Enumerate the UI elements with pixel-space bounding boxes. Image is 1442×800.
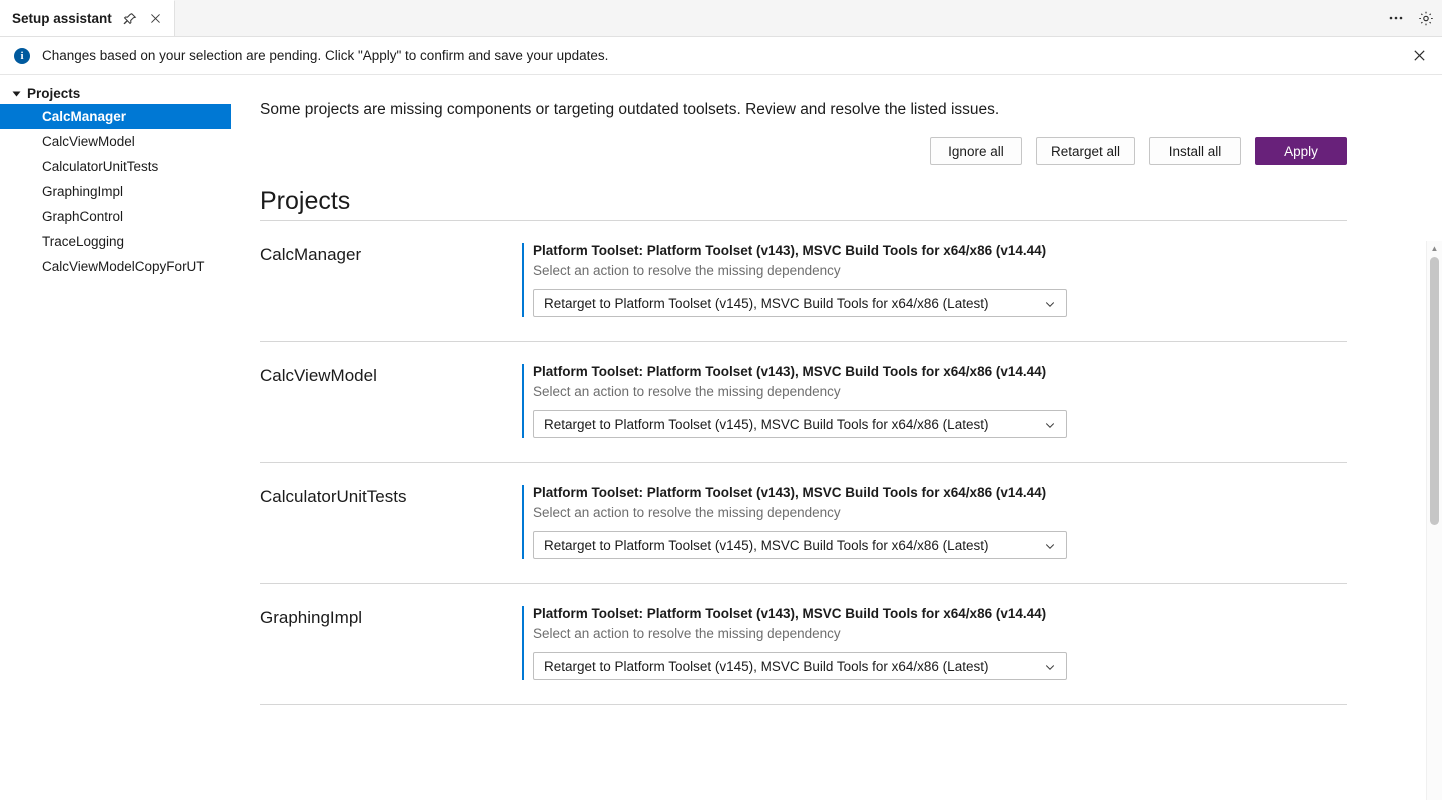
project-name: CalculatorUnitTests [260, 487, 407, 506]
chevron-down-icon [1044, 532, 1056, 560]
gear-icon[interactable] [1418, 10, 1434, 26]
project-row [260, 342, 1390, 462]
sidebar [0, 75, 231, 800]
issue-title: Platform Toolset: Platform Toolset (v143), MSVC Build Tools for x64/x86 (v14.44) [533, 606, 1047, 621]
action-select-value: Retarget to Platform Toolset (v145), MSVC Build Tools for x64/x86 (Latest) [544, 658, 989, 674]
issue-title: Platform Toolset: Platform Toolset (v143), MSVC Build Tools for x64/x86 (v14.44) [533, 243, 1047, 258]
sidebar-item-calcviewmodelcopyforut[interactable] [0, 254, 231, 279]
action-select-value: Retarget to Platform Toolset (v145), MSVC Build Tools for x64/x86 (Latest) [544, 295, 989, 311]
issue-title: Platform Toolset: Platform Toolset (v143), MSVC Build Tools for x64/x86 (v14.44) [533, 485, 1047, 500]
chevron-down-icon [1044, 653, 1056, 681]
sidebar-item-label: CalculatorUnitTests [42, 159, 159, 174]
tab-bar [0, 0, 1442, 37]
project-row [260, 584, 1390, 704]
info-icon: i [14, 48, 30, 64]
project-row [260, 221, 1390, 341]
action-select[interactable] [533, 410, 1067, 438]
issue-subtitle: Select an action to resolve the missing dependency [533, 505, 841, 520]
action-select[interactable] [533, 531, 1067, 559]
issue-subtitle: Select an action to resolve the missing dependency [533, 626, 841, 641]
action-select-value: Retarget to Platform Toolset (v145), MSVC Build Tools for x64/x86 (Latest) [544, 537, 989, 553]
chevron-down-icon [1044, 411, 1056, 439]
project-row [260, 463, 1390, 583]
action-select-value: Retarget to Platform Toolset (v145), MSVC Build Tools for x64/x86 (Latest) [544, 416, 989, 432]
tab-bar-actions [1388, 0, 1434, 36]
scroll-up-arrow-icon[interactable]: ▲ [1430, 243, 1439, 253]
project-issue [522, 364, 1067, 438]
action-select[interactable] [533, 652, 1067, 680]
ellipsis-icon[interactable] [1388, 10, 1404, 26]
vertical-scrollbar[interactable] [1426, 241, 1442, 800]
close-icon[interactable] [1410, 46, 1428, 64]
chevron-down-icon [1044, 290, 1056, 318]
apply-button[interactable]: Apply [1255, 137, 1347, 165]
project-name: CalcManager [260, 245, 362, 264]
info-bar [0, 37, 1442, 75]
sidebar-group-label: Projects [27, 86, 81, 101]
project-issue [522, 485, 1067, 559]
sidebar-item-calcviewmodel[interactable] [0, 129, 231, 154]
main-inner [231, 75, 1442, 705]
action-select[interactable] [533, 289, 1067, 317]
project-name: GraphingImpl [260, 608, 363, 627]
project-issue [522, 606, 1067, 680]
sidebar-item-label: CalcViewModelCopyForUT [42, 259, 205, 274]
page-title: Projects [260, 187, 351, 215]
page-description: Some projects are missing components or targeting outdated toolsets. Review and resolve the listed issues. [260, 101, 1000, 118]
issue-subtitle: Select an action to resolve the missing dependency [533, 263, 841, 278]
chevron-down-icon [13, 91, 21, 96]
tab-label: Setup assistant [12, 11, 112, 26]
tab-setup-assistant[interactable] [0, 0, 175, 36]
sidebar-item-graphingimpl[interactable] [0, 179, 231, 204]
pin-icon[interactable] [122, 11, 138, 27]
main-content [231, 75, 1442, 800]
close-icon[interactable] [148, 11, 164, 27]
sidebar-item-label: CalcViewModel [42, 134, 135, 149]
info-bar-message: Changes based on your selection are pending. Click "Apply" to confirm and save your updates. [42, 48, 609, 63]
issue-subtitle: Select an action to resolve the missing dependency [533, 384, 841, 399]
sidebar-item-calcmanager[interactable] [0, 104, 231, 129]
project-name: CalcViewModel [260, 366, 377, 385]
sidebar-group-projects[interactable] [0, 83, 231, 104]
install-all-button[interactable]: Install all [1149, 137, 1241, 165]
sidebar-item-label: CalcManager [42, 109, 127, 124]
project-issue [522, 243, 1067, 317]
retarget-all-button[interactable]: Retarget all [1036, 137, 1135, 165]
sidebar-item-label: GraphControl [42, 209, 124, 224]
sidebar-item-calculatorunittests[interactable] [0, 154, 231, 179]
sidebar-item-tracelogging[interactable] [0, 229, 231, 254]
sidebar-item-graphcontrol[interactable] [0, 204, 231, 229]
sidebar-item-label: TraceLogging [42, 234, 125, 249]
sidebar-item-label: GraphingImpl [42, 184, 124, 199]
scrollbar-thumb[interactable] [1430, 257, 1439, 525]
global-actions [260, 137, 1390, 165]
divider [260, 704, 1347, 705]
issue-title: Platform Toolset: Platform Toolset (v143), MSVC Build Tools for x64/x86 (v14.44) [533, 364, 1047, 379]
window-body [0, 75, 1442, 800]
ignore-all-button[interactable]: Ignore all [930, 137, 1022, 165]
